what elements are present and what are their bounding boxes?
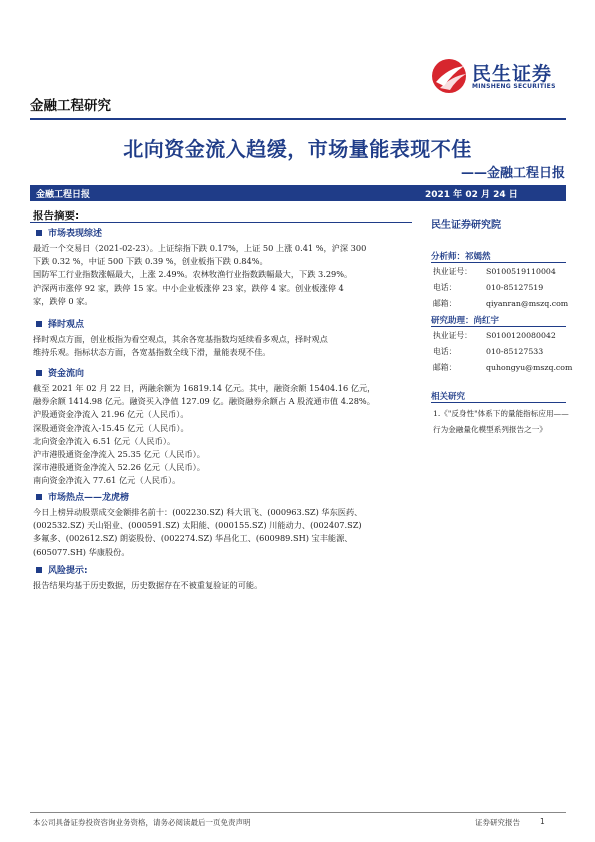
section-body-market: 最近一个交易日（2021-02-23）。上证综指下跌 0.17%，上证 50 上涨 0.41 %，沪深 300 下跌 0.32 %，中证 500 下跌 0.39 %，创业板指下跌 0.84%。 国防军工行业指数涨幅最大，上涨 2.49%。农林牧渔行业指数跌幅最大，下跌 3.29%。 沪深两市涨停 92 家，跌停 15 家。中小企业板涨停 23 家，跌停 4 家。创业板涨停 4 家，跌停 0 家。 xyxy=(33,243,367,306)
page-number: 1 xyxy=(540,817,545,826)
analyst-divider xyxy=(431,262,566,263)
section-heading-market: 市场表现综述 xyxy=(36,226,102,239)
department-title: 金融工程研究 xyxy=(30,98,111,114)
section-heading-hot-spots: 市场热点——龙虎榜 xyxy=(36,490,129,503)
header-divider xyxy=(30,118,566,120)
logo-cn-text: 民生证券 xyxy=(472,63,553,85)
assistant-divider xyxy=(431,326,566,327)
bullet-icon xyxy=(36,370,42,376)
bullet-icon xyxy=(36,230,42,236)
section-heading-risk: 风险提示: xyxy=(36,563,88,576)
analyst-phone: 电话： 010-85127519 xyxy=(433,283,544,292)
report-subtitle: ——金融工程日报 xyxy=(460,166,565,181)
bullet-icon xyxy=(36,567,42,573)
related-research-link[interactable]: 1.《"反身性"体系下的量能指标应用—— xyxy=(433,409,569,418)
footer-report-type: 证券研究报告 xyxy=(475,818,520,827)
section-heading-timing: 择时观点 xyxy=(36,317,84,330)
section-body-fund-flow: 截至 2021 年 02 月 22 日，两融余额为 16819.14 亿元。其中，融资余额 15404.16 亿元， 融券余额 1414.98 亿元。融资买入净值 127.09 亿。融资融券余额占 A 股流通市值 4.28%。 沪股通资金净流入 21.96 亿元（人民币）。 深股通资金净流入-15.45 亿元（人民币）。 北向资金净流入 6.51 亿元（人民币）。 沪市港股通资金净流入 25.35 亿元（人民币）。 深市港股通资金净流入 52.26 亿元（人民币）。 南向资金净流入 77.61 亿元（人民币）。 xyxy=(33,383,376,486)
summary-divider xyxy=(30,222,412,223)
report-type-label: 金融工程日报 xyxy=(36,190,91,200)
analyst-license: 执业证号： S0100519110004 xyxy=(433,267,556,276)
summary-title: 报告摘要: xyxy=(33,210,80,222)
bullet-icon xyxy=(36,494,42,500)
company-logo xyxy=(430,56,570,96)
report-date: 2021 年 02 月 24 日 xyxy=(425,190,518,200)
related-research-divider xyxy=(431,402,566,403)
report-title: 北向资金流入趋缓，市场量能表现不佳 xyxy=(123,137,472,161)
related-research-heading: 相关研究 xyxy=(431,392,466,402)
logo-emblem-icon xyxy=(430,58,468,94)
section-body-timing: 择时观点方面，创业板指为看空观点，其余各宽基指数均延续看多观点，择时观点 维持乐观。指标状态方面，各宽基指数全线下滑，量能表现不佳。 xyxy=(33,334,328,358)
bullet-icon xyxy=(36,321,42,327)
assistant-phone: 电话： 010-85127533 xyxy=(433,347,544,356)
assistant-heading: 研究助理：尚红宇 xyxy=(431,316,500,326)
analyst-heading: 分析师：祁嫣然 xyxy=(431,252,491,262)
analyst-email[interactable]: 邮箱： qiyanran@mszq.com xyxy=(433,299,569,308)
footer-disclaimer: 本公司具备证券投资咨询业务资格，请务必阅读最后一页免责声明 xyxy=(33,818,251,827)
institute-name: 民生证券研究院 xyxy=(431,220,501,231)
section-heading-fund-flow: 资金流向 xyxy=(36,366,84,379)
assistant-email[interactable]: 邮箱： quhongyu@mszq.com xyxy=(433,363,573,372)
section-body-risk: 报告结果均基于历史数据，历史数据存在不被重复验证的可能。 xyxy=(33,580,263,590)
related-research-link-cont[interactable]: 行为金融量化模型系列报告之一》 xyxy=(433,425,547,434)
logo-en-text: MINSHENG SECURITIES xyxy=(472,83,556,90)
assistant-license: 执业证号： S0100120080042 xyxy=(433,331,556,340)
footer-divider xyxy=(30,812,566,813)
section-body-hot-spots: 今日上榜异动股票成交金额排名前十：(002230.SZ) 科大讯飞、(000963.SZ) 华东医药、 (002532.SZ) 天山铝业、(000591.SZ) 太阳能、(000155.SZ) 川能动力、(002407.SZ) 多氟多、(002612.SZ) 朗姿股份、(002274.SZ) 华昌化工、(600989.SH) 宝丰能源、 (605077.SH) 华康股份。 xyxy=(33,507,363,557)
